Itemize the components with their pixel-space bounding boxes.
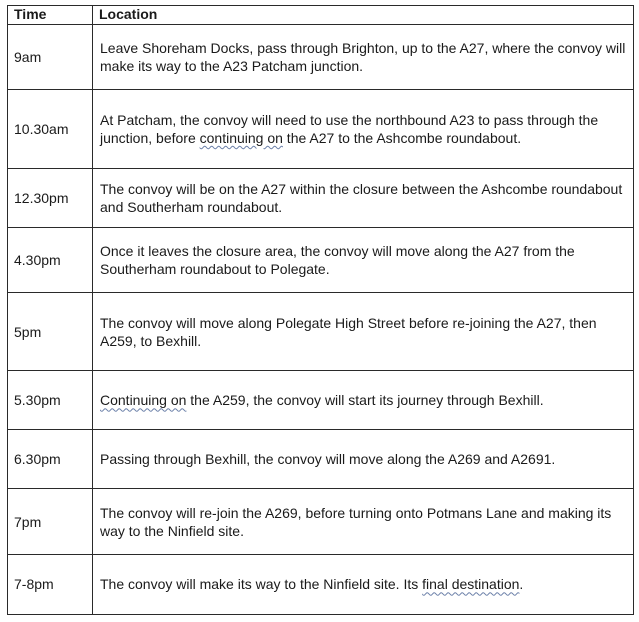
cell-location <box>93 430 634 489</box>
cell-location <box>93 168 634 227</box>
table-row <box>8 90 634 168</box>
cell-location <box>93 293 634 371</box>
location-text: . <box>519 576 524 593</box>
table-row <box>8 371 634 430</box>
spellcheck-flagged-text: Continuing on <box>100 392 187 409</box>
table-row <box>8 430 634 489</box>
cell-time: 5.30pm <box>8 371 93 430</box>
location-text: The convoy will make its way to the Ninfield site. Its <box>100 576 423 593</box>
location-text: Leave Shoreham Docks, pass through Brighton, up to the A27, where the convoy will make its way to the A23 Patcham junction. <box>100 40 626 75</box>
location-text: Passing through Bexhill, the convoy will move along the A269 and A2691. <box>100 451 556 468</box>
cell-location <box>93 90 634 168</box>
table-row <box>8 554 634 614</box>
cell-location <box>93 371 634 430</box>
location-text: Once it leaves the closure area, the convoy will move along the A27 from the Southerham roundabout to Polegate. <box>100 242 575 277</box>
location-text: The convoy will be on the A27 within the closure between the Ashcombe roundabout and Southerham roundabout. <box>100 180 623 215</box>
cell-time: 4.30pm <box>8 227 93 292</box>
header-time: Time <box>8 6 93 25</box>
cell-time: 12.30pm <box>8 168 93 227</box>
header-row <box>8 6 634 25</box>
cell-time: 10.30am <box>8 90 93 168</box>
cell-time: 6.30pm <box>8 430 93 489</box>
location-text: The convoy will move along Polegate High Street before re-joining the A27, then A259, to Bexhill. <box>100 314 597 349</box>
location-text: The convoy will re-join the A269, before turning onto Potmans Lane and making its way to the Ninfield site. <box>100 504 612 539</box>
table-row <box>8 293 634 371</box>
spellcheck-flagged-text: final destination <box>422 576 520 593</box>
location-text: At Patcham, the convoy will need to use the northbound A23 to pass through the junction, before <box>100 112 599 147</box>
table-body <box>8 25 634 615</box>
table-row <box>8 227 634 292</box>
location-text: the A259, the convoy will start its journey through Bexhill. <box>186 392 544 409</box>
cell-time: 7pm <box>8 489 93 554</box>
table-row <box>8 489 634 554</box>
cell-time: 9am <box>8 25 93 90</box>
cell-location <box>93 489 634 554</box>
location-text: the A27 to the Ashcombe roundabout. <box>282 130 522 147</box>
header-location: Location <box>93 6 634 25</box>
cell-location <box>93 25 634 90</box>
cell-time: 7-8pm <box>8 554 93 614</box>
table-header <box>8 6 634 25</box>
table-row <box>8 168 634 227</box>
cell-location <box>93 554 634 614</box>
cell-time: 5pm <box>8 293 93 371</box>
convoy-schedule-table <box>7 5 634 615</box>
spellcheck-flagged-text: continuing on <box>199 130 283 147</box>
table-row <box>8 25 634 90</box>
cell-location <box>93 227 634 292</box>
